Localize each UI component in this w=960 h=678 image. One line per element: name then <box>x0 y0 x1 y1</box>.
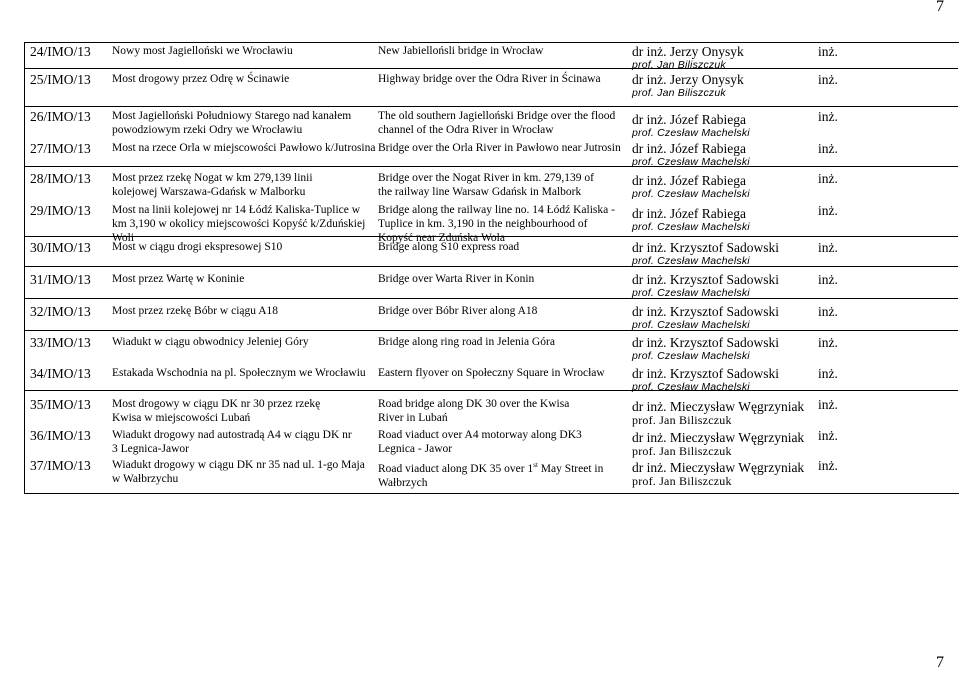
topic-title-pl: Wiadukt w ciągu obwodnicy Jeleniej Góry <box>112 336 309 348</box>
topic-title-en: Bridge along S10 express road <box>378 241 520 253</box>
topic-title-en: Bridge along the railway line no. 14 Łódź Kaliska - Tuplice in km. 3,190 in the neighbourhood of Kopyść near Zduńska Wola <box>378 204 615 244</box>
topic-title-en: The old southern Jagielloński Bridge over the flood channel of the Odra River in Wrocław <box>378 110 616 136</box>
topic-code: 31/IMO/13 <box>30 272 91 287</box>
supervisor-primary: dr inż. Józef Rabiega <box>632 112 746 127</box>
degree-level: inż. <box>818 171 838 186</box>
topic-code: 25/IMO/13 <box>30 72 91 87</box>
topic-title-en: Bridge over the Nogat River in km. 279,139 of the railway line Warsaw Gdańsk in Malbork <box>378 172 594 198</box>
supervisor-primary: dr inż. Krzysztof Sadowski <box>632 335 779 350</box>
supervisors <box>632 272 804 299</box>
supervisor-primary: dr inż. Józef Rabiega <box>632 141 746 156</box>
degree-level: inż. <box>818 141 838 156</box>
supervisors <box>632 72 804 99</box>
ordinal-suffix: st <box>533 461 538 469</box>
supervisor-secondary: prof. Czesław Machelski <box>632 156 750 168</box>
degree-level: inż. <box>818 203 838 218</box>
supervisor-primary: dr inż. Mieczysław Węgrzyniak <box>632 399 805 414</box>
supervisor-secondary: prof. Jan Biliszczuk <box>632 87 726 99</box>
degree-level: inż. <box>818 240 838 255</box>
topic-title-pl: Most na rzece Orla w miejscowości Pawłowo k/Jutrosina <box>112 142 376 154</box>
supervisor-secondary: prof. Czesław Machelski <box>632 127 750 139</box>
topic-code: 34/IMO/13 <box>30 366 91 381</box>
row-divider <box>24 68 958 69</box>
degree-level: inż. <box>818 366 838 381</box>
supervisor-primary: dr inż. Mieczysław Węgrzyniak <box>632 430 805 445</box>
topic-title-pl: Most przez Wartę w Koninie <box>112 273 245 285</box>
topic-title-en: Road viaduct over A4 motorway along DK3 Legnica - Jawor <box>378 429 582 455</box>
degree-level: inż. <box>818 272 838 287</box>
supervisor-secondary: prof. Jan Biliszczuk <box>632 444 732 458</box>
supervisors <box>632 430 804 457</box>
degree-level: inż. <box>818 304 838 319</box>
degree-level: inż. <box>818 44 838 59</box>
supervisor-secondary: prof. Czesław Machelski <box>632 381 750 393</box>
supervisors <box>632 141 804 168</box>
topic-code: 35/IMO/13 <box>30 397 91 412</box>
supervisors <box>632 173 804 200</box>
supervisors <box>632 304 804 331</box>
title-en-part: May Street in Wałbrzych <box>378 462 604 489</box>
degree-level: inż. <box>818 428 838 443</box>
supervisor-secondary: prof. Czesław Machelski <box>632 188 750 200</box>
row-divider <box>24 106 958 107</box>
supervisor-primary: dr inż. Jerzy Onysyk <box>632 72 744 87</box>
topic-title-en: Bridge along ring road in Jelenia Góra <box>378 336 555 348</box>
topic-title-pl: Most na linii kolejowej nr 14 Łódź Kaliska-Tuplice w km 3,190 w okolicy miejscowości Kopyść k/Zduńskiej Woli <box>112 204 366 244</box>
topic-title-pl: Most Jagielloński Południowy Starego nad kanałem powodziowym rzeki Odry we Wrocławiu <box>112 110 352 136</box>
supervisor-primary: dr inż. Mieczysław Węgrzyniak <box>632 460 805 475</box>
topic-code: 29/IMO/13 <box>30 203 91 218</box>
topic-title-en: Bridge over Bóbr River along A18 <box>378 305 538 317</box>
supervisor-primary: dr inż. Jerzy Onysyk <box>632 44 744 59</box>
topic-title-pl: Most drogowy przez Odrę w Ścinawie <box>112 73 290 85</box>
supervisor-primary: dr inż. Krzysztof Sadowski <box>632 272 779 287</box>
degree-level: inż. <box>818 72 838 87</box>
page-number-top: 7 <box>936 0 944 15</box>
topic-title-pl: Wiadukt drogowy nad autostradą A4 w ciągu DK nr 3 Legnica-Jawor <box>112 429 352 455</box>
supervisor-secondary: prof. Czesław Machelski <box>632 221 750 233</box>
topic-title-en: Road bridge along DK 30 over the Kwisa River in Lubań <box>378 398 570 424</box>
topic-title-pl: Most drogowy w ciągu DK nr 30 przez rzekę Kwisa w miejscowości Lubań <box>112 398 321 424</box>
degree-level: inż. <box>818 458 838 473</box>
topic-title-pl: Most przez rzekę Nogat w km 279,139 linii kolejowej Warszawa-Gdańsk w Malborku <box>112 172 313 198</box>
row-divider <box>24 390 958 391</box>
topic-title-en: Highway bridge over the Odra River in Ścinawa <box>378 73 601 85</box>
supervisor-secondary: prof. Jan Biliszczuk <box>632 59 726 71</box>
supervisor-primary: dr inż. Krzysztof Sadowski <box>632 304 779 319</box>
supervisor-secondary: prof. Czesław Machelski <box>632 319 750 331</box>
topic-code: 33/IMO/13 <box>30 335 91 350</box>
row-divider <box>24 298 958 299</box>
topic-title-pl: Most przez rzekę Bóbr w ciągu A18 <box>112 305 279 317</box>
topic-code: 37/IMO/13 <box>30 458 91 473</box>
topic-title-pl: Nowy most Jagielloński we Wrocławiu <box>112 45 293 57</box>
supervisor-secondary: prof. Jan Biliszczuk <box>632 474 732 488</box>
topic-title-en: Bridge over Warta River in Konin <box>378 273 535 285</box>
supervisors <box>632 399 804 426</box>
row-divider <box>24 330 958 331</box>
supervisor-secondary: prof. Czesław Machelski <box>632 255 750 267</box>
row-divider <box>24 166 958 167</box>
supervisors <box>632 366 804 393</box>
topic-code: 30/IMO/13 <box>30 240 91 255</box>
supervisors <box>632 240 804 267</box>
title-en-part: Road viaduct along DK 35 over 1 <box>378 462 534 475</box>
topic-code: 32/IMO/13 <box>30 304 91 319</box>
topic-code: 28/IMO/13 <box>30 171 91 186</box>
degree-level: inż. <box>818 397 838 412</box>
topic-title-pl: Estakada Wschodnia na pl. Społecznym we Wrocławiu <box>112 367 366 379</box>
topic-code: 24/IMO/13 <box>30 44 91 59</box>
supervisors <box>632 460 804 487</box>
supervisors <box>632 206 804 233</box>
page-number-bottom: 7 <box>936 654 944 671</box>
supervisor-primary: dr inż. Krzysztof Sadowski <box>632 240 779 255</box>
supervisors <box>632 335 804 362</box>
topic-code: 27/IMO/13 <box>30 141 91 156</box>
topic-code: 26/IMO/13 <box>30 109 91 124</box>
topic-title-en: New Jabiellońsli bridge in Wrocław <box>378 45 544 57</box>
topic-title-en: Bridge over the Orla River in Pawłowo near Jutrosin <box>378 142 621 154</box>
degree-level: inż. <box>818 335 838 350</box>
topic-title-en <box>378 458 608 490</box>
supervisor-primary: dr inż. Krzysztof Sadowski <box>632 366 779 381</box>
supervisor-primary: dr inż. Józef Rabiega <box>632 173 746 188</box>
topic-title-en: Eastern flyover on Społeczny Square in Wrocław <box>378 367 605 379</box>
topic-title-pl: Most w ciągu drogi ekspresowej S10 <box>112 241 283 253</box>
supervisor-secondary: prof. Jan Biliszczuk <box>632 413 732 427</box>
row-divider <box>24 266 958 267</box>
supervisor-secondary: prof. Czesław Machelski <box>632 350 750 362</box>
supervisors <box>632 112 804 139</box>
topic-title-pl: Wiadukt drogowy w ciągu DK nr 35 nad ul. 1-go Maja w Wałbrzychu <box>112 459 365 485</box>
supervisor-secondary: prof. Czesław Machelski <box>632 287 750 299</box>
topic-code: 36/IMO/13 <box>30 428 91 443</box>
degree-level: inż. <box>818 109 838 124</box>
supervisor-primary: dr inż. Józef Rabiega <box>632 206 746 221</box>
supervisors <box>632 44 804 71</box>
